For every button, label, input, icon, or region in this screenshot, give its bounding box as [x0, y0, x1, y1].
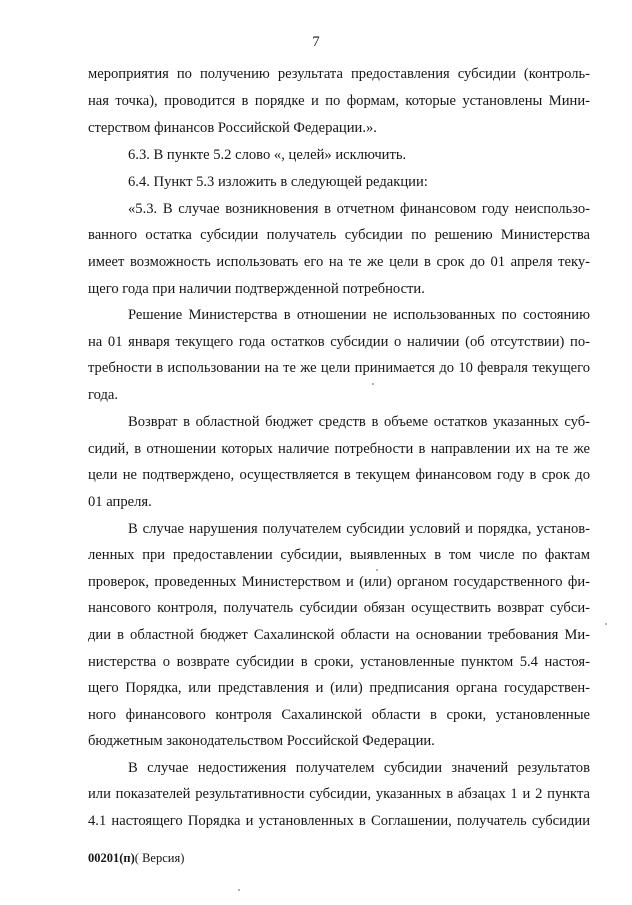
text-line: 4.1 настоящего Порядка и установленных в Соглашении, получатель субсидии: [88, 813, 590, 829]
text-line: цели не подтверждено, осуществляется в текущем финансовом году в срок до: [88, 467, 590, 483]
text-line: 6.4. Пункт 5.3 изложить в следующей редакции:: [128, 174, 428, 190]
text-line: В случае нарушения получателем субсидии условий и порядка, установ-: [128, 521, 590, 537]
text-line: ленных при предоставлении субсидии, выявленных в том числе по фактам: [88, 547, 590, 563]
text-line: стерством финансов Российской Федерации.».: [88, 120, 377, 136]
text-line: 01 апреля.: [88, 494, 152, 510]
scan-speck: [238, 889, 240, 891]
text-line: на 01 января текущего года остатков субсидии о наличии (об отсутствии) по-: [88, 334, 590, 350]
text-line: «5.3. В случае возникновения в отчетном финансовом году неиспользо-: [128, 201, 590, 217]
document-code: 00201(п): [88, 851, 135, 865]
text-line: В случае недостижения получателем субсидии значений результатов: [128, 760, 590, 776]
text-line: требности в использовании на те же цели принимается до 10 февраля текущего: [88, 360, 590, 376]
text-line: бюджетным законодательством Российской Федерации.: [88, 733, 435, 749]
text-line: щего года при наличии подтвержденной потребности.: [88, 281, 425, 297]
text-line: сидий, в отношении которых наличие потребности в направлении их на те же: [88, 441, 590, 457]
text-line: мероприятия по получению результата предоставления субсидии (контроль-: [88, 66, 590, 82]
text-line: щего Порядка, или представления и (или) предписания органа государствен-: [88, 680, 590, 696]
text-line: Решение Министерства в отношении не использованных по состоянию: [128, 307, 590, 323]
text-line: ного финансового контроля Сахалинской области в сроки, установленные: [88, 707, 590, 723]
text-line: дии в областной бюджет Сахалинской области на основании требования Ми-: [88, 627, 590, 643]
text-line: 6.3. В пункте 5.2 слово «, целей» исключить.: [128, 147, 407, 163]
text-line: нистерства о возврате субсидии в сроки, установленные пунктом 5.4 настоя-: [88, 654, 590, 670]
text-line: ванного остатка субсидии получатель субсидии по решению Министерства: [88, 227, 590, 243]
scan-speck: [376, 569, 378, 571]
text-line: имеет возможность использовать его на те же цели в срок до 01 апреля теку-: [88, 254, 590, 270]
footer: [88, 851, 184, 866]
text-line: проверок, проведенных Министерством и (или) органом государственного фи-: [88, 574, 590, 590]
scan-speck: [605, 623, 607, 625]
document-version: ( Версия): [134, 851, 185, 865]
text-line: нансового контроля, получатель субсидии обязан осуществить возврат субси-: [88, 600, 590, 616]
scan-speck: [372, 383, 374, 385]
text-line: Возврат в областной бюджет средств в объеме остатков указанных суб-: [128, 414, 590, 430]
text-line: года.: [88, 387, 119, 403]
page-number: 7: [312, 34, 320, 50]
text-line: или показателей результативности субсидии, указанных в абзацах 1 и 2 пункта: [88, 786, 590, 802]
text-line: ная точка), проводится в порядке и по формам, которые установлены Мини-: [88, 93, 590, 109]
